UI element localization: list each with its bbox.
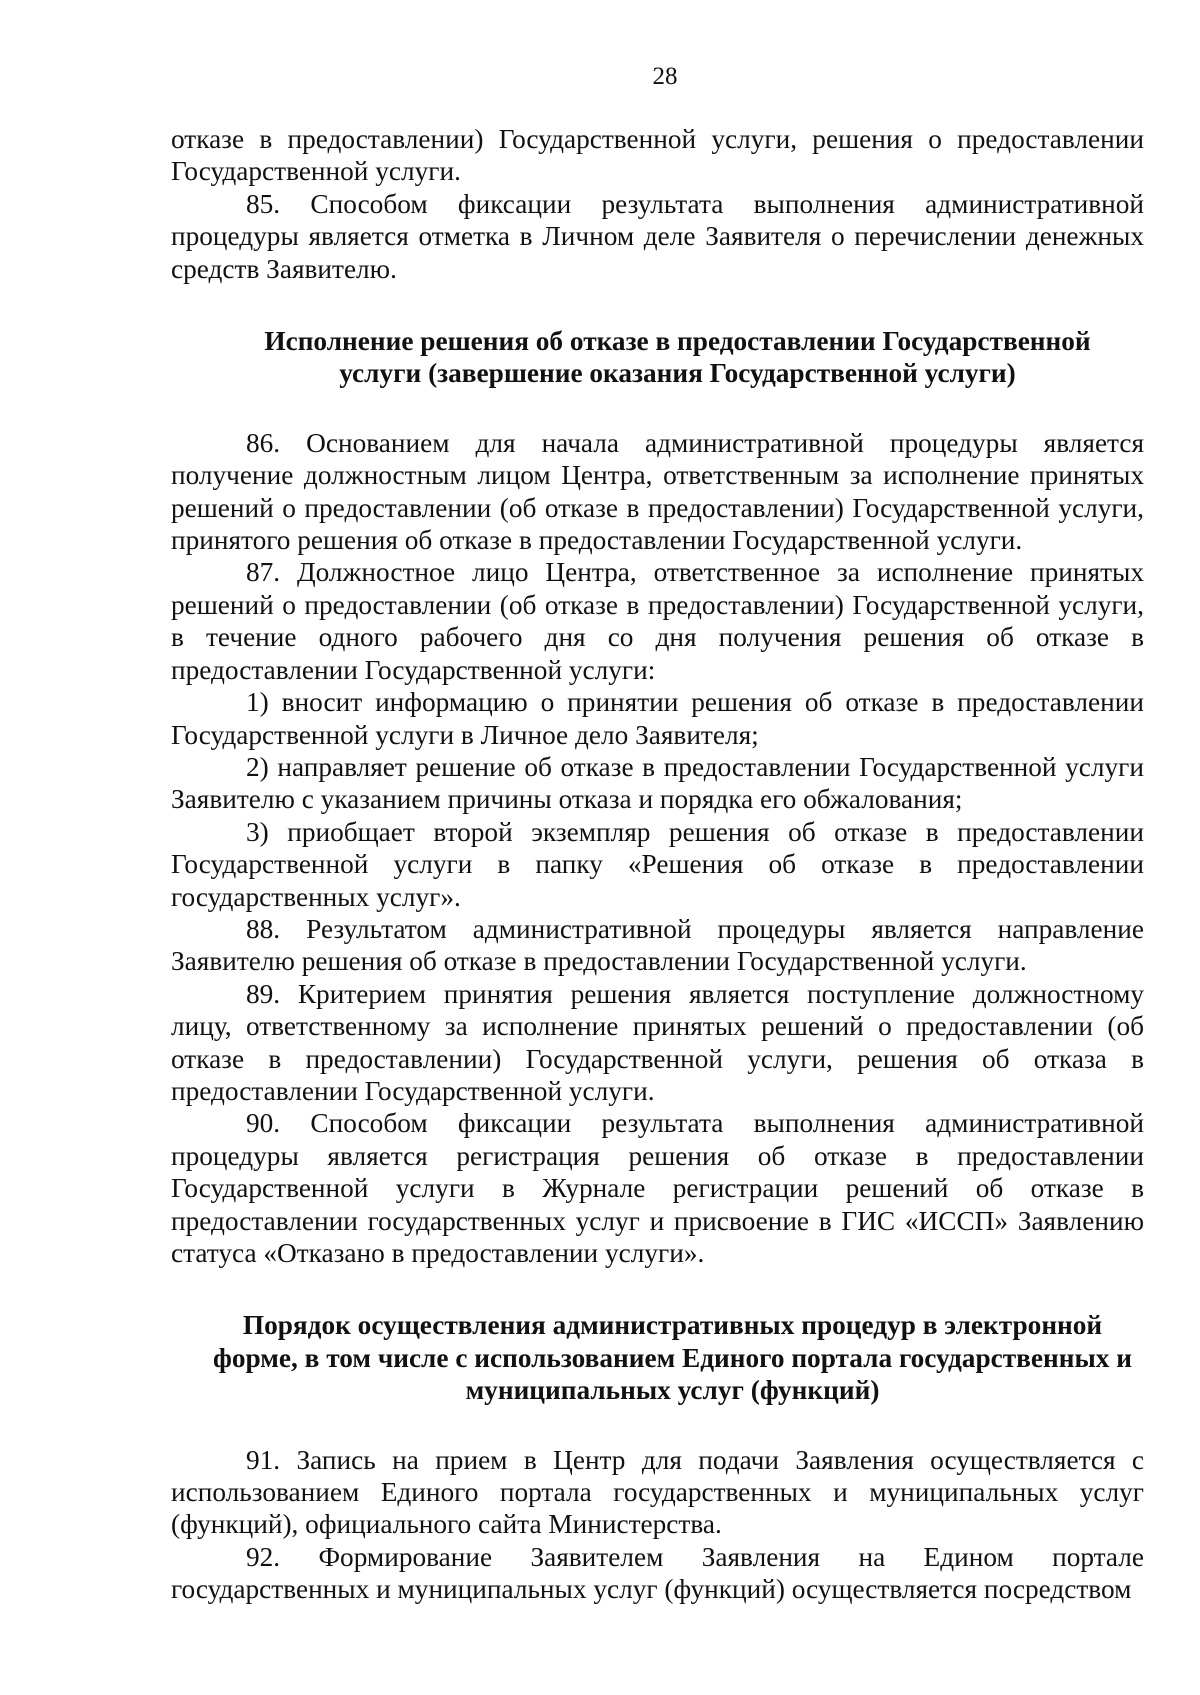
page-number: 28: [652, 63, 678, 90]
list-item-1: 1) вносит информацию о принятии решения об отказе в предоставлении Государственной услуги в Личное дело Заявителя;: [171, 687, 1144, 750]
paragraph-92: 92. Формирование Заявителем Заявления на Едином портале государственных и муниципальных услуг (функций) осуществляется посредством: [171, 1541, 1144, 1605]
paragraph-87: 87. Должностное лицо Центра, ответственное за исполнение принятых решений о предоставлении (об отказе в предоставлении) Государственной услуги, в течение одного рабочего дня со дня получения решения об отказе в предоставлении Государственной услуги:: [171, 557, 1144, 685]
list-item-2: 2) направляет решение об отказе в предоставлении Государственной услуги Заявителю с указанием причины отказа и порядка его обжалования;: [171, 751, 1144, 815]
paragraph-continuation: отказе в предоставлении) Государственной услуги, решения о предоставлении Государственной услуги.: [171, 124, 1144, 187]
document-body: [171, 123, 1144, 1606]
paragraph-85: 85. Способом фиксации результата выполнения административной процедуры является отметка в Личном деле Заявителя о перечислении денежных средств Заявителю.: [171, 188, 1144, 284]
paragraph-86: 86. Основанием для начала административной процедуры является получение должностным лицом Центра, ответственным за исполнение принятых решений о предоставлении (об отказе в предоставлении) Государственной услуги, принятого решения об отказе в предоставлении Государственной услуги.: [171, 427, 1144, 556]
section-heading-refusal-execution: Исполнение решения об отказе в предоставлении Государственной услуги (завершение оказания Государственной услуги): [264, 326, 1091, 389]
paragraph-90: 90. Способом фиксации результата выполнения административной процедуры является регистрация решения об отказе в предоставлении Государственной услуги в Журнале регистрации решений об отказе в предоставлении государственных услуг и присвоение в ГИС «ИССП» Заявлению статуса «Отказано в предоставлении услуги».: [171, 1108, 1144, 1268]
section-heading-electronic-procedures: Порядок осуществления административных процедур в электронной форме, в том числе с использованием Единого портала государственных и муниципальных услуг (функций): [213, 1310, 1132, 1406]
paragraph-91: 91. Запись на прием в Центр для подачи Заявления осуществляется с использованием Единого портала государственных и муниципальных услуг (функций), официального сайта Министерства.: [171, 1444, 1144, 1540]
paragraph-88: 88. Результатом административной процедуры является направление Заявителю решения об отказе в предоставлении Государственной услуги.: [171, 913, 1144, 977]
list-item-3: 3) приобщает второй экземпляр решения об отказе в предоставлении Государственной услуги в папку «Решения об отказе в предоставлении государственных услуг».: [171, 816, 1144, 912]
paragraph-89: 89. Критерием принятия решения является поступление должностному лицу, ответственному за исполнение принятых решений о предоставлении (об отказе в предоставлении) Государственной услуги, решения об отказа в предоставлении Государственной услуги.: [171, 978, 1144, 1106]
